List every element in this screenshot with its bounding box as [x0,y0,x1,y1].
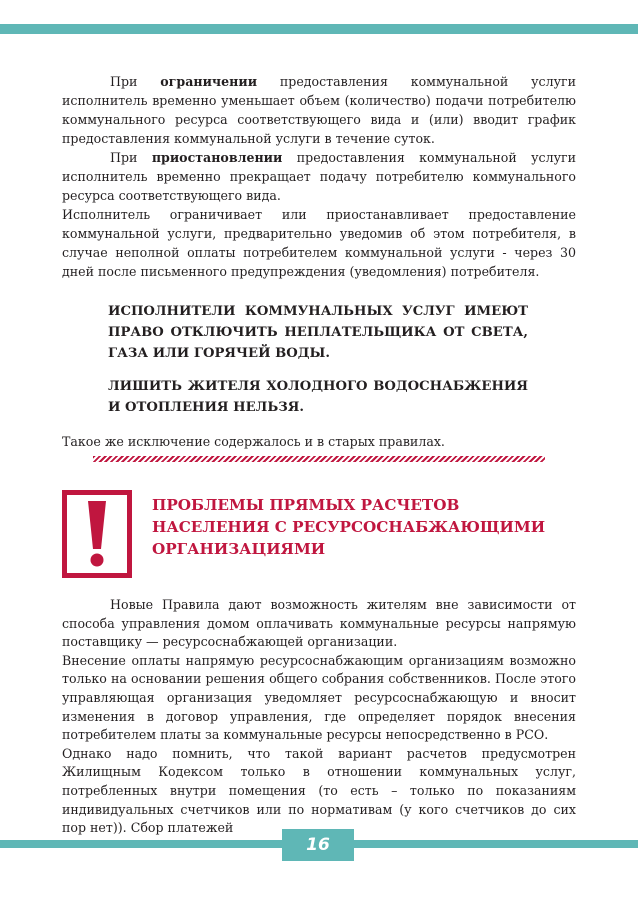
paragraph-lead: При [110,74,161,89]
paragraph-exception: Такое же исключение содержалось и в старых правилах. [62,434,445,449]
paragraph-suspension [62,148,576,205]
term-restriction: ограничении [160,74,258,89]
alert-box [62,490,132,578]
upper-text-block [62,72,576,451]
lower-text-block [62,596,576,838]
section-title-line: ПРОБЛЕМЫ ПРЯМЫХ РАСЧЕТОВ [152,496,460,514]
paragraph-new-rules: Новые Правила дают возможность жителям вне зависимости от способа управления домом оплачивать коммунальные ресурсы напрямую поставщику — ресурсоснабжающей организации. [62,597,576,650]
paragraph-text: предоставления коммунальной услуги исполнитель временно прекращает подачу потребителю коммунального ресурса соответствующего вида. [62,150,576,203]
emphasis-cannot-deprive: ЛИШИТЬ ЖИТЕЛЯ ХОЛОДНОГО ВОДОСНАБЖЕНИЯ И ОТОПЛЕНИЯ НЕЛЬЗЯ. [108,379,528,415]
top-decorative-bar [0,24,638,34]
section-title [152,494,572,560]
paragraph-direct-payment: Внесение оплаты напрямую ресурсоснабжающим организациям возможно только на основании решения общего собрания собственников. После этого управляющая организация уведомляет ресурсоснабжающую и вносит изменения в договор управления, где определяет порядок внесения потребителем платы за коммунальные ресурсы непосредственно в РСО. [62,652,576,743]
paragraph-housing-code: Однако надо помнить, что такой вариант расчетов предусмотрен Жилищным Кодексом только в отношении коммунальных услуг, потребленных внутри помещения (то есть – только по показаниям индивидуальных счетчиков или по нормативам (у кого счетчиков до сих пор нет)). Сбор платежей [62,745,576,836]
exclamation-icon [82,499,112,569]
paragraph-lead: При [110,150,152,165]
section-title-line: ОРГАНИЗАЦИЯМИ [152,540,326,558]
page-number: 16 [282,829,354,861]
hatched-divider [93,456,545,462]
term-suspension: приостановлении [151,150,283,165]
paragraph-restriction [62,72,576,148]
paragraph-procedure: Исполнитель ограничивает или приостанавливает предоставление коммунальной услуги, предварительно уведомив об этом потребителя, в случае неполной оплаты потребителем коммунальной услуги - через 30 дней после письменного предупреждения (уведомления) потребителя. [62,207,576,279]
emphasis-right-to-disconnect: ИСПОЛНИТЕЛИ КОММУНАЛЬНЫХ УСЛУГ ИМЕЮТ ПРАВО ОТКЛЮЧИТЬ НЕПЛАТЕЛЬЩИКА ОТ СВЕТА, ГАЗА ИЛИ ГОРЯЧЕЙ ВОДЫ. [108,304,528,361]
paragraph-text: предоставления коммунальной услуги исполнитель временно уменьшает объем (количество) подачи потребителю коммунального ресурса соответствующего вида и (или) вводит график предоставления коммунальной услуги в течение суток. [62,74,576,146]
section-title-line: НАСЕЛЕНИЯ С РЕСУРСОСНАБЖАЮЩИМИ [152,518,546,536]
